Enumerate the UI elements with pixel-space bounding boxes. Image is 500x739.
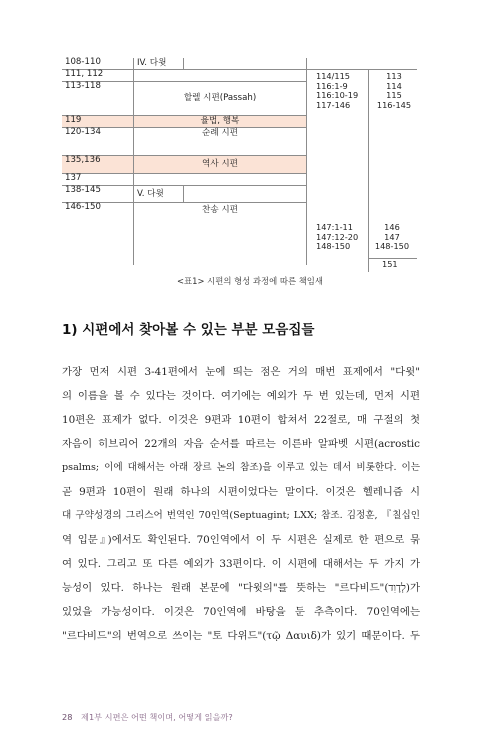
text-line: 있었을 가능성이다. 이것은 70인역에 바탕을 둔 추측이다. 70인역에는 <box>62 606 420 618</box>
table-row <box>62 156 134 174</box>
range-cell: 146-150 <box>65 202 101 212</box>
collection-label: 찬송 시편 <box>202 205 238 215</box>
range-cell: 119 <box>65 115 82 125</box>
collection-label: 역사 시편 <box>134 156 306 174</box>
table-row <box>62 203 134 265</box>
text-line: "르다비드"의 번역으로 쓰이는 "토 다위드"(τῷ Δαυιδ)가 있기 때문이다. 두 <box>62 630 420 642</box>
table-row <box>62 128 134 156</box>
greek-refs-top: 113 114 115 116-145 <box>376 71 412 111</box>
table-caption: <표1> 시편의 형성 과정에 따른 책임새 <box>177 276 323 286</box>
table-cell <box>184 186 306 203</box>
running-footer: 제1부 시편은 어떤 책이며, 어떻게 읽을까? <box>81 712 233 722</box>
text-line: 자음이 히브리어 22개의 자음 순서를 따르는 이른바 알파벳 시편(acrostic <box>62 438 420 450</box>
page-footer <box>62 712 233 723</box>
greek-refs-bottom: 146 147 148-150 <box>374 222 410 252</box>
range-cell: 138-145 <box>65 185 101 195</box>
range-cell: 108-110 <box>65 57 101 67</box>
text-line: 능성이 있다. 하나는 원래 본문에 "다윗의"를 뜻하는 "르다비드"(לְדָוִד)가 <box>62 582 420 594</box>
collection-label: 율법, 행복 <box>134 116 306 128</box>
range-cell: 113-118 <box>65 81 101 91</box>
page-number: 28 <box>62 712 73 722</box>
table-row <box>62 186 134 203</box>
text-line: 곧 9편과 10편이 원래 하나의 시편이었다는 말이다. 이것은 헬레니즘 시 <box>62 486 420 498</box>
text-line: 가장 먼저 시편 3-41편에서 눈에 띄는 점은 거의 매번 표제에서 "다윗" <box>62 366 420 378</box>
range-cell: 135,136 <box>65 155 101 165</box>
table-cell <box>306 58 417 70</box>
psalms-formation-table <box>62 58 417 273</box>
hebrew-refs-bottom: 147:1-11 147:12-20 148-150 <box>316 222 359 252</box>
table-cell <box>134 70 306 82</box>
text-line: 대 구약성경의 그리스어 번역인 70인역(Septuagint; LXX; 참조. 김정훈, 『칠십인 <box>62 510 420 521</box>
collection-label: 순례 시편 <box>134 128 306 156</box>
range-cell: 120-134 <box>65 127 101 137</box>
table-row <box>62 82 134 116</box>
text-line: 여 있다. 그리고 또 다른 예외가 33편이다. 이 시편에 대해서는 두 가지 가 <box>62 558 420 570</box>
collection-label: IV. 다윗 <box>134 58 184 70</box>
collection-label: V. 다윗 <box>134 186 184 203</box>
range-cell: 137 <box>65 173 82 183</box>
text-line: 의 이름을 볼 수 있다는 것이다. 여기에는 예외가 두 번 있는데, 먼저 시편 <box>62 390 420 402</box>
table-divider <box>368 70 369 265</box>
section-heading: 1) 시편에서 찾아볼 수 있는 부분 모음집들 <box>62 322 315 338</box>
hebrew-refs-top: 114/115 116:1-9 116:10-19 117-146 <box>316 71 359 111</box>
collection-label: 할렐 시편(Passah) <box>134 82 306 116</box>
table-cell <box>184 58 306 70</box>
text-line: 10편은 표제가 없다. 이것은 9편과 10편이 합쳐서 22절로, 매 구절의 첫 <box>62 414 420 426</box>
text-line: 역 입문』)에서도 확인된다. 70인역에서 이 두 시편은 실제로 한 편으로 묶 <box>62 534 420 546</box>
table-cell <box>134 174 306 186</box>
greek-last-ref: 151 <box>382 259 398 269</box>
range-cell: 111, 112 <box>65 69 104 79</box>
text-line: psalms; 이에 대해서는 아래 장르 논의 참조)을 이루고 있는 데서 비롯한다. 이는 <box>62 462 420 473</box>
